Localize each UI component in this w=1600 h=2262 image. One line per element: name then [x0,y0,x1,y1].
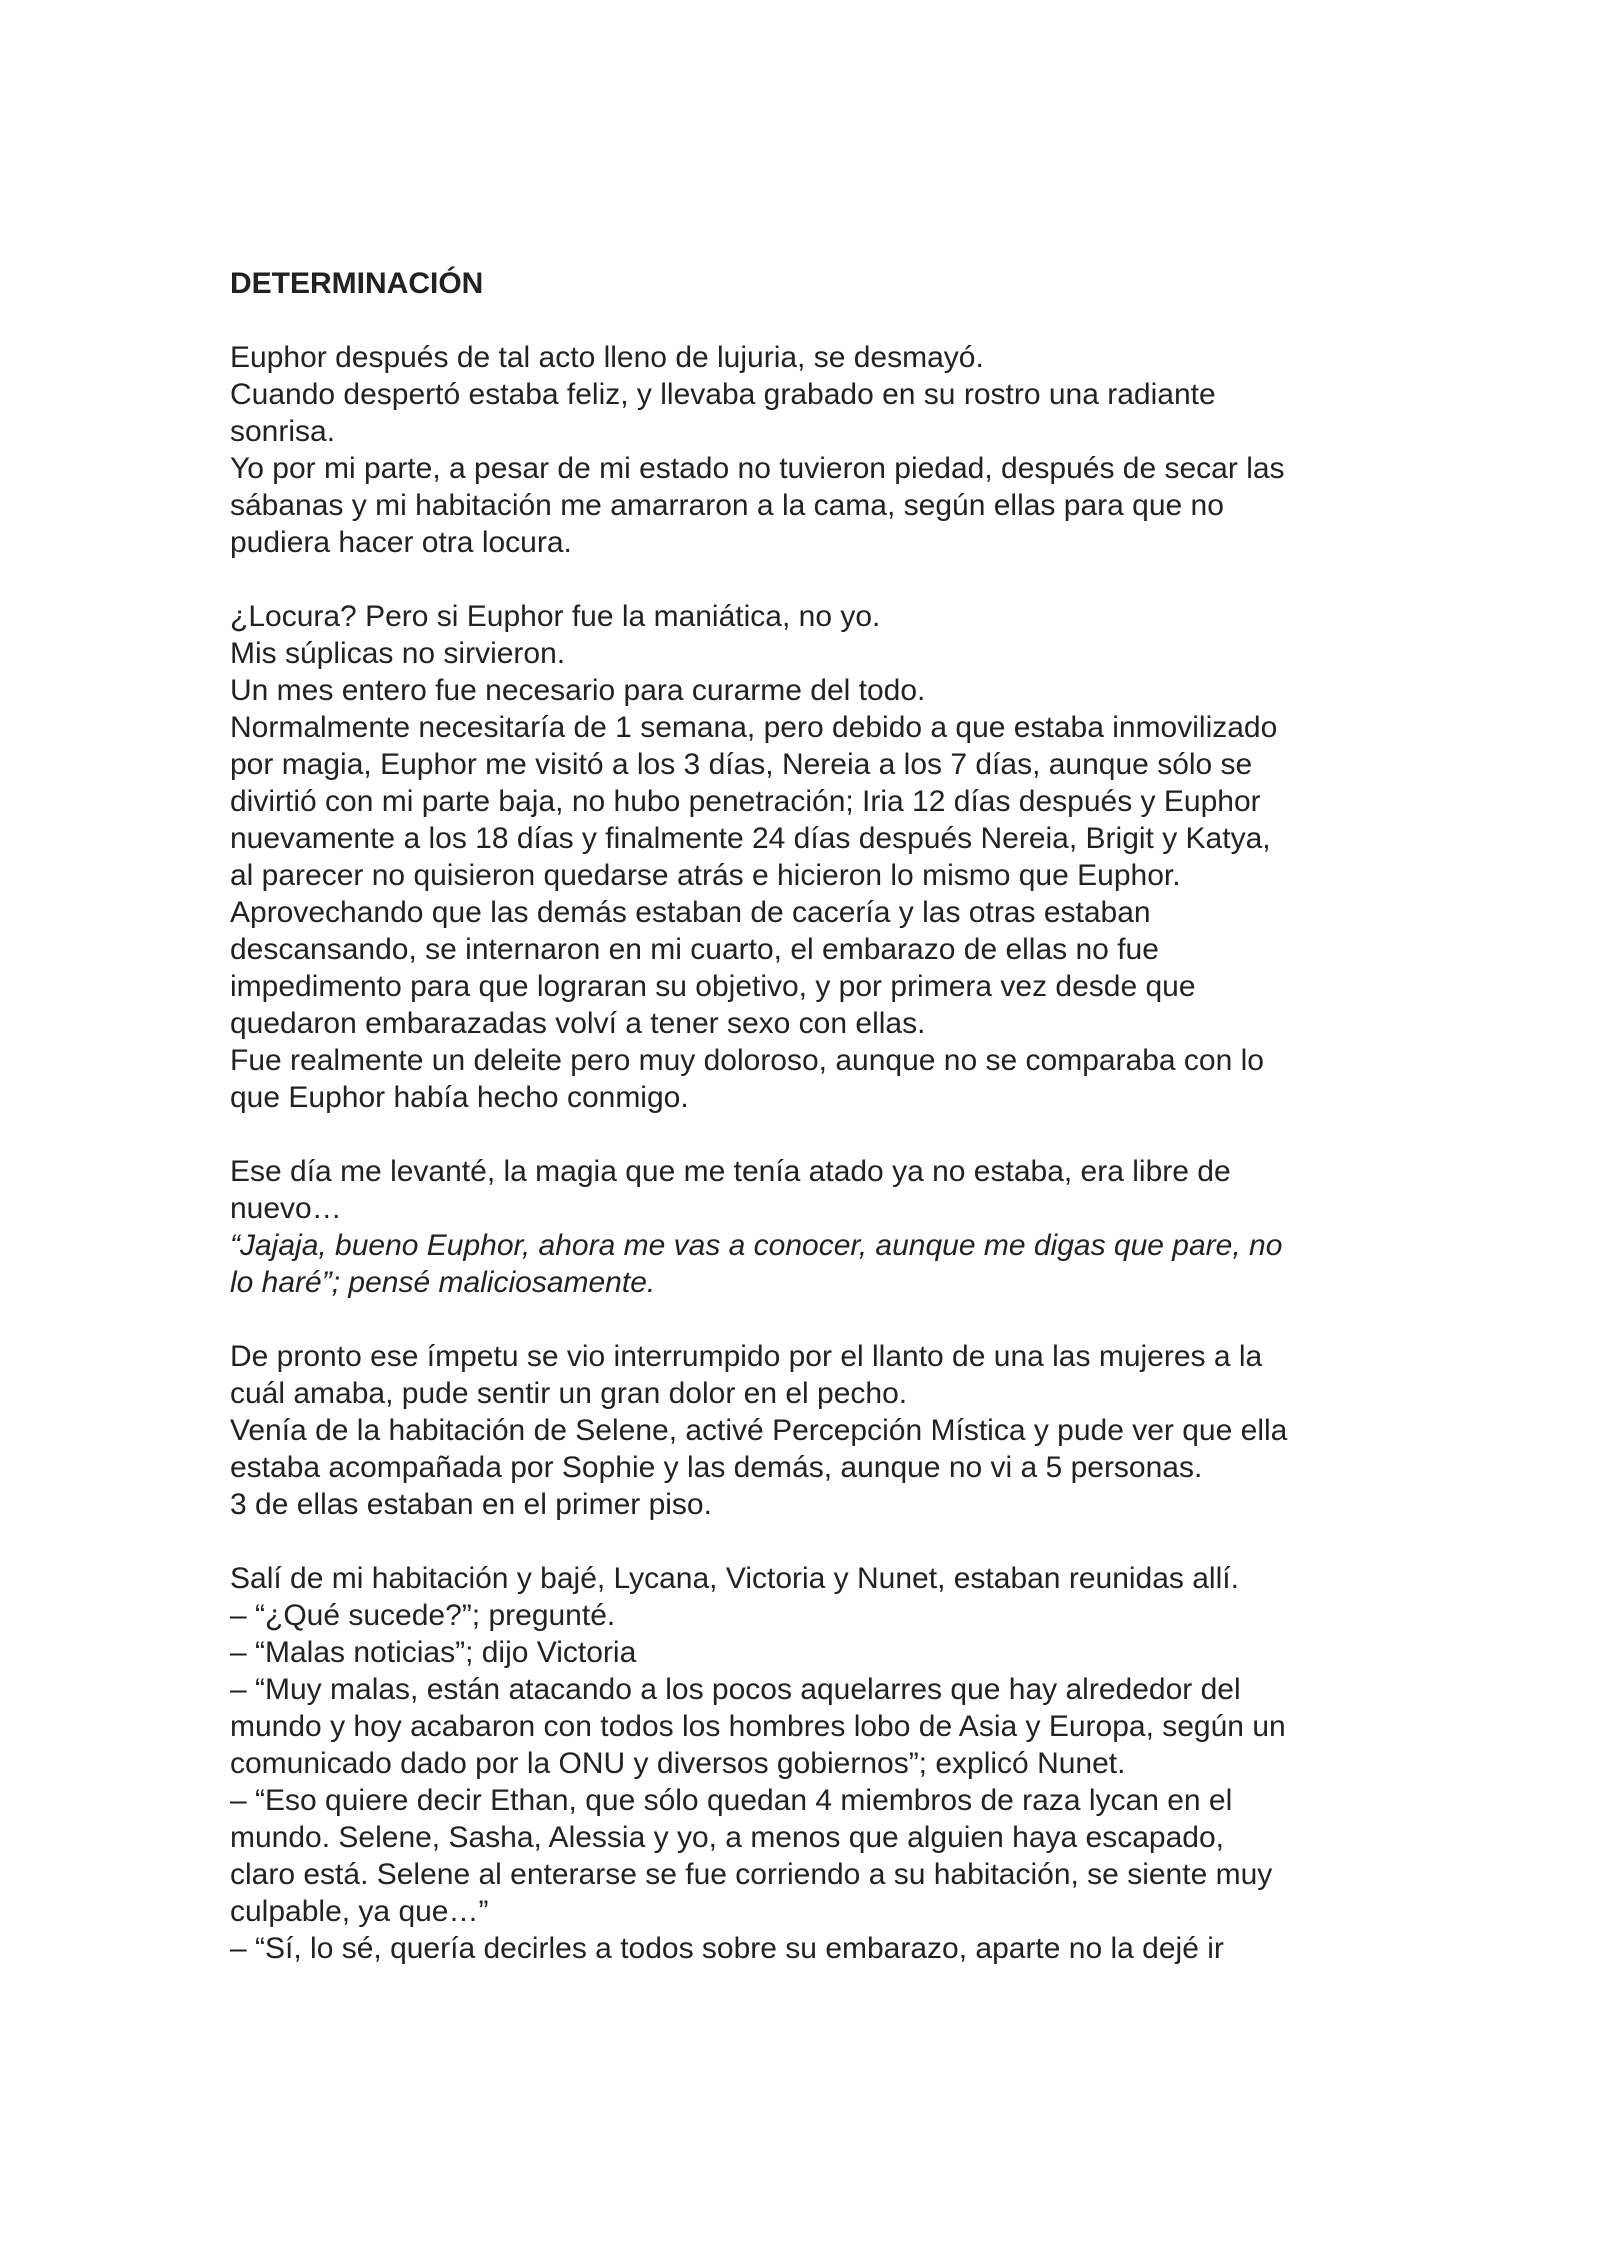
text-line: por magia, Euphor me visitó a los 3 días, Nereia a los 7 días, aunque sólo se [230,748,1253,781]
text-line: cuál amaba, pude sentir un gran dolor en el pecho. [230,1377,908,1410]
text-line: Mis súplicas no sirvieron. [230,637,566,670]
text-line: mundo. Selene, Sasha, Alessia y yo, a menos que alguien haya escapado, [230,1821,1224,1854]
document-title: DETERMINACIÓN [230,267,484,300]
paragraph-3 [230,1153,1390,1301]
text-line: Un mes entero fue necesario para curarme del todo. [230,674,926,707]
text-line: quedaron embarazadas volví a tener sexo con ellas. [230,1007,926,1040]
text-line: nuevamente a los 18 días y finalmente 24 días después Nereia, Brigit y Katya, [230,822,1271,855]
text-line: impedimento para que lograran su objetivo, y por primera vez desde que [230,970,1196,1003]
text-line: culpable, ya que…” [230,1895,489,1928]
text-line: divirtió con mi parte baja, no hubo penetración; Iria 12 días después y Euphor [230,785,1261,818]
paragraph-5 [230,1560,1390,1967]
text-line: Yo por mi parte, a pesar de mi estado no tuvieron piedad, después de secar las [230,452,1285,485]
text-line: Salí de mi habitación y bajé, Lycana, Victoria y Nunet, estaban reunidas allí. [230,1562,1239,1595]
text-line: sábanas y mi habitación me amarraron a la cama, según ellas para que no [230,489,1224,522]
text-line: estaba acompañada por Sophie y las demás, aunque no vi a 5 personas. [230,1451,1203,1484]
text-line: ¿Locura? Pero si Euphor fue la maniática, no yo. [230,600,881,633]
dialogue-line: – “¿Qué sucede?”; pregunté. [230,1599,616,1632]
text-line: comunicado dado por la ONU y diversos gobiernos”; explicó Nunet. [230,1747,1126,1780]
italic-thought-line: lo haré”; pensé maliciosamente. [230,1266,656,1299]
text-line: al parecer no quisieron quedarse atrás e hicieron lo mismo que Euphor. [230,859,1181,892]
text-line: Aprovechando que las demás estaban de cacería y las otras estaban [230,896,1151,929]
dialogue-line: – “Sí, lo sé, quería decirles a todos sobre su embarazo, aparte no la dejé ir [230,1932,1224,1965]
text-line: claro está. Selene al enterarse se fue corriendo a su habitación, se siente muy [230,1858,1273,1891]
text-line: Cuando despertó estaba feliz, y llevaba grabado en su rostro una radiante [230,378,1216,411]
text-line: que Euphor había hecho conmigo. [230,1081,689,1114]
text-line: nuevo… [230,1192,342,1225]
text-line: sonrisa. [230,415,336,448]
text-line: 3 de ellas estaban en el primer piso. [230,1488,712,1521]
text-line: descansando, se internaron en mi cuarto, el embarazo de ellas no fue [230,933,1159,966]
dialogue-line: – “Muy malas, están atacando a los pocos aquelarres que hay alrededor del [230,1673,1241,1706]
text-line: mundo y hoy acabaron con todos los hombres lobo de Asia y Europa, según un [230,1710,1286,1743]
text-line: Ese día me levanté, la magia que me tenía atado ya no estaba, era libre de [230,1155,1231,1188]
paragraph-2 [230,598,1390,1116]
text-line: Normalmente necesitaría de 1 semana, pero debido a que estaba inmovilizado [230,711,1278,744]
dialogue-line: – “Malas noticias”; dijo Victoria [230,1636,637,1669]
text-line: Fue realmente un deleite pero muy doloroso, aunque no se comparaba con lo [230,1044,1264,1077]
text-line: De pronto ese ímpetu se vio interrumpido por el llanto de una las mujeres a la [230,1340,1263,1373]
text-line: Venía de la habitación de Selene, activé Percepción Mística y pude ver que ella [230,1414,1288,1447]
paragraph-1 [230,339,1390,561]
dialogue-line: – “Eso quiere decir Ethan, que sólo quedan 4 miembros de raza lycan en el [230,1784,1233,1817]
italic-thought-line: “Jajaja, bueno Euphor, ahora me vas a conocer, aunque me digas que pare, no [230,1229,1283,1262]
text-line: pudiera hacer otra locura. [230,526,572,559]
document-page [230,265,1390,2004]
text-line: Euphor después de tal acto lleno de lujuria, se desmayó. [230,341,984,374]
paragraph-4 [230,1338,1390,1523]
